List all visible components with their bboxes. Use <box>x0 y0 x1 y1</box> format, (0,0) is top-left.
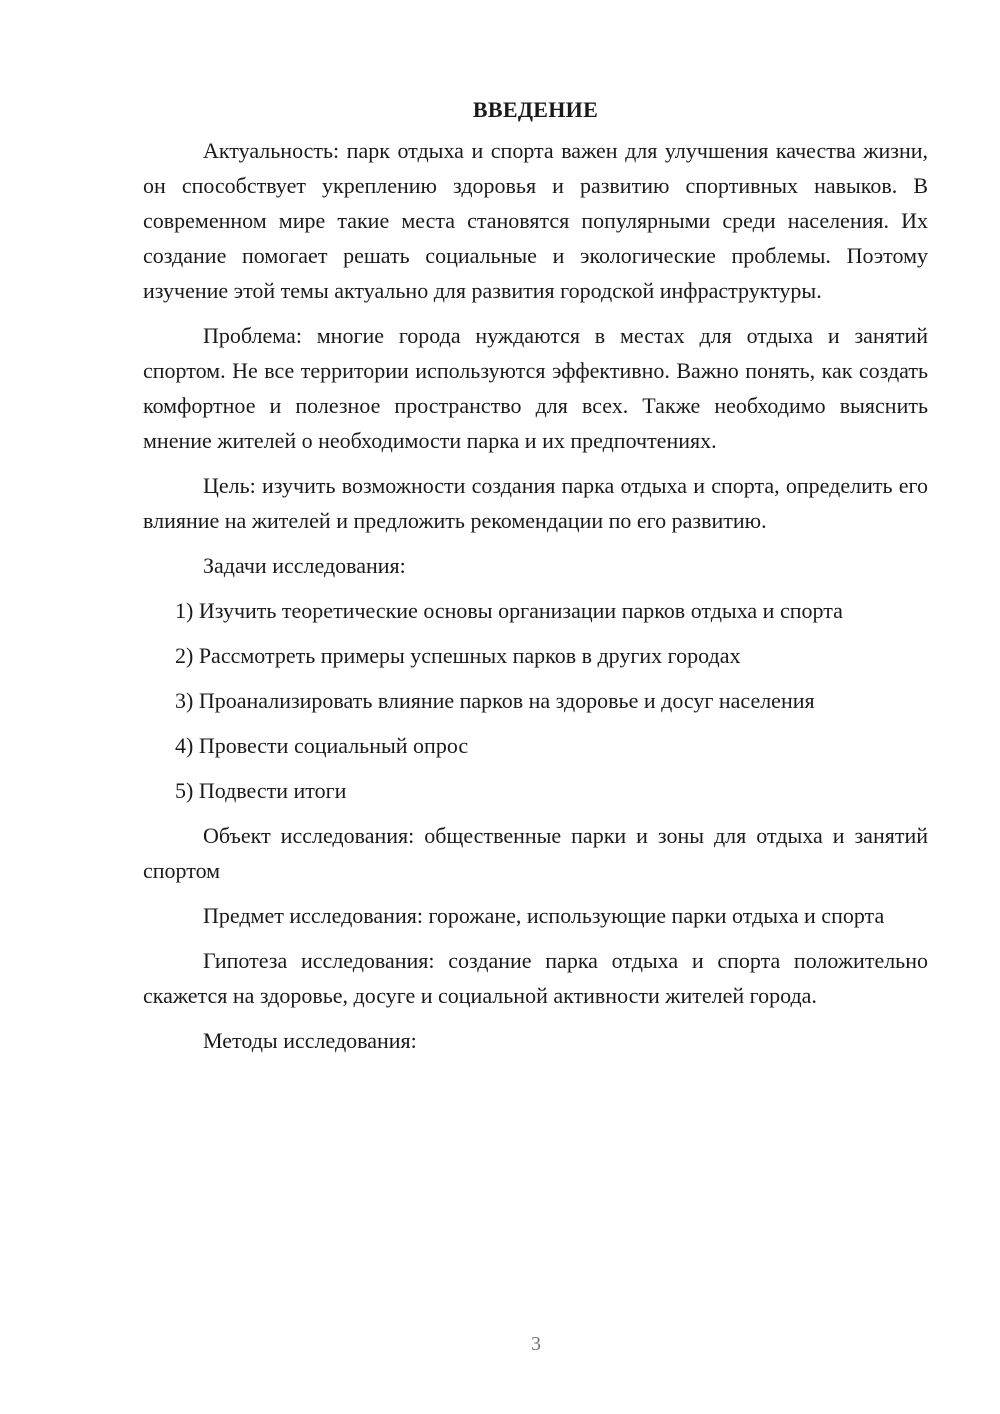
paragraph-problem: Проблема: многие города нуждаются в местах для отдыха и занятий спортом. Не все территории используются эффективно. Важно понять, как создать комфортное и полезное пространство для всех. Также необходимо выяснить мнение жителей о необходимости парка и их предпочтениях. <box>143 323 928 453</box>
page-number: 3 <box>531 1333 541 1355</box>
list-item: 1) Изучить теоретические основы организации парков отдыха и спорта <box>175 598 843 623</box>
paragraph-object: Объект исследования: общественные парки и зоны для отдыха и занятий спортом <box>143 823 928 883</box>
paragraph-goal: Цель: изучить возможности создания парка отдыха и спорта, определить его влияние на жителей и предложить рекомендации по его развитию. <box>143 473 928 533</box>
paragraph-subject: Предмет исследования: горожане, использующие парки отдыха и спорта <box>203 903 885 928</box>
list-item: 4) Провести социальный опрос <box>175 733 469 758</box>
paragraph-hypothesis: Гипотеза исследования: создание парка отдыха и спорта положительно скажется на здоровье, досуге и социальной активности жителей города. <box>143 948 928 1008</box>
list-item: 2) Рассмотреть примеры успешных парков в других городах <box>175 643 741 668</box>
list-item: 3) Проанализировать влияние парков на здоровье и досуг населения <box>175 688 815 713</box>
tasks-list <box>143 593 928 808</box>
list-item: 5) Подвести итоги <box>175 778 347 803</box>
page-title: ВВЕДЕНИЕ <box>472 97 599 122</box>
document-page <box>143 92 928 1068</box>
paragraph-relevance: Актуальность: парк отдыха и спорта важен для улучшения качества жизни, он способствует укреплению здоровья и развитию спортивных навыков. В современном мире такие места становятся популярными среди населения. Их создание помогает решать социальные и экологические проблемы. Поэтому изучение этой темы актуально для развития городской инфраструктуры. <box>143 138 928 303</box>
paragraph-tasks-heading: Задачи исследования: <box>203 553 406 578</box>
paragraph-methods: Методы исследования: <box>203 1028 417 1053</box>
